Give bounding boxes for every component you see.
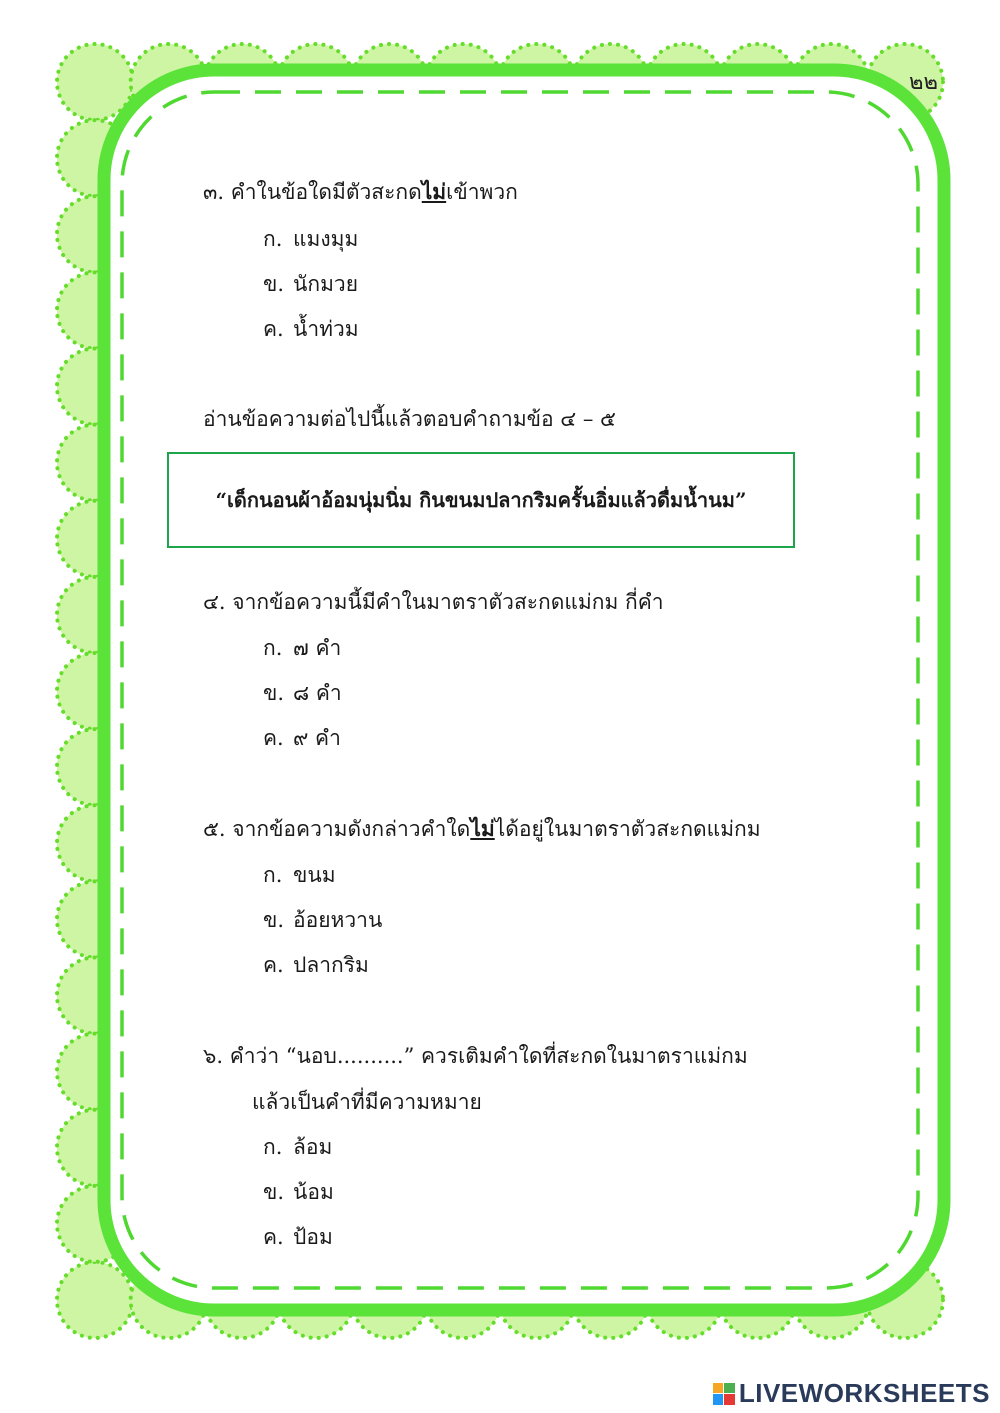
question-number: ๔. bbox=[203, 590, 226, 614]
question-4 bbox=[203, 586, 664, 619]
question-text: คำในข้อใดมีตัวสะกด bbox=[230, 180, 422, 204]
option-3a[interactable]: ก. แมงมุม bbox=[263, 227, 359, 251]
question-text: จากข้อความนี้มีคำในมาตราตัวสะกดแม่กม กี่คำ bbox=[232, 590, 664, 614]
option-4a[interactable]: ก. ๗ คำ bbox=[263, 636, 342, 660]
page-number: ๒๒ bbox=[908, 70, 938, 95]
option-6a[interactable]: ก. ล้อม bbox=[263, 1135, 333, 1159]
option-5c[interactable]: ค. ปลากริม bbox=[263, 953, 369, 977]
scallop-circle bbox=[57, 1262, 133, 1338]
liveworksheets-logo[interactable] bbox=[713, 1378, 990, 1409]
question-text: จากข้อความดังกล่าวคำใด bbox=[232, 817, 471, 841]
question-number: ๖. bbox=[203, 1044, 224, 1068]
option-5b[interactable]: ข. อ้อยหวาน bbox=[263, 908, 383, 932]
question-text: เข้าพวก bbox=[446, 180, 518, 204]
question-number: ๕. bbox=[203, 817, 226, 841]
question-5 bbox=[203, 813, 761, 846]
question-text: ได้อยู่ในมาตราตัวสะกดแม่กม bbox=[494, 817, 761, 841]
question-3 bbox=[203, 176, 518, 209]
option-3c[interactable]: ค. น้ำท่วม bbox=[263, 317, 359, 341]
brand-name: LIVEWORKSHEETS bbox=[738, 1378, 990, 1408]
question-6 bbox=[203, 1040, 748, 1073]
question-number: ๓. bbox=[203, 180, 225, 204]
scallop-circle bbox=[57, 44, 133, 120]
question-6-line2: แล้วเป็นคำที่มีความหมาย bbox=[252, 1090, 482, 1114]
instruction: อ่านข้อความต่อไปนี้แล้วตอบคำถามข้อ ๔ – ๕ bbox=[203, 407, 616, 431]
option-4b[interactable]: ข. ๘ คำ bbox=[263, 681, 342, 705]
quote-box bbox=[167, 452, 795, 548]
rounded-frame bbox=[104, 70, 944, 1310]
option-4c[interactable]: ค. ๙ คำ bbox=[263, 726, 341, 750]
option-3b[interactable]: ข. นักมวย bbox=[263, 272, 359, 296]
option-6c[interactable]: ค. ป้อม bbox=[263, 1225, 333, 1249]
option-5a[interactable]: ก. ขนม bbox=[263, 863, 336, 887]
liveworksheets-logo-icon bbox=[713, 1383, 735, 1405]
emphasis-word: ไม่ bbox=[421, 179, 447, 204]
question-text: คำว่า “นอบ..........” ควรเติมคำใดที่สะกดในมาตราแม่กม bbox=[229, 1044, 748, 1068]
emphasis-word: ไม่ bbox=[470, 816, 495, 841]
quote-text: “เด็กนอนผ้าอ้อมนุ่มนิ่ม กินขนมปลากริมครั้นอิ่มแล้วดื่มน้ำนม” bbox=[215, 488, 747, 512]
option-6b[interactable]: ข. น้อม bbox=[263, 1180, 334, 1204]
